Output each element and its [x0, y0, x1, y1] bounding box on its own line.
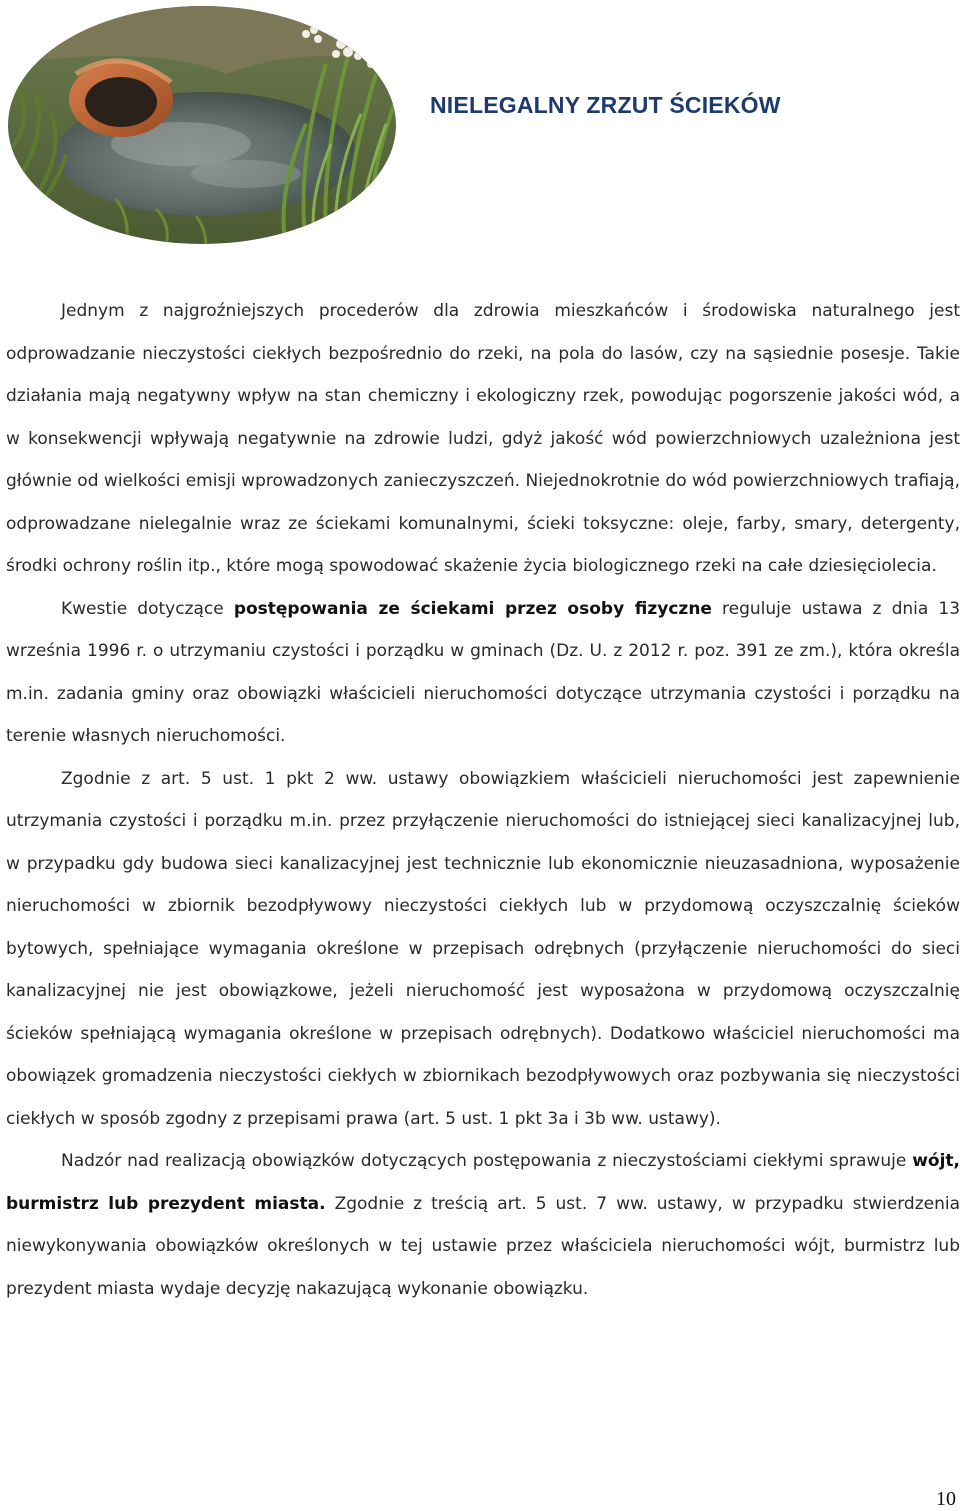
paragraph-text: Kwestie dotyczące: [61, 598, 234, 619]
page-title: NIELEGALNY ZRZUT ŚCIEKÓW: [430, 92, 781, 118]
article-body: [6, 290, 960, 1310]
bold-phrase: postępowania ze ściekami przez osoby fizyczne: [233, 598, 712, 619]
paragraph-text: reguluje ustawa z dnia 13 września 1996 r. o utrzymaniu czystości i porządku w gminach (Dz. U. z 2012 r. poz. 391 ze zm.), która określa m.in. zadania gminy oraz obowiązki właścicieli nieruchomości dotyczące utrzymania czystości i porządku na terenie własnych nieruchomości.: [6, 598, 960, 746]
paragraph-pollution: Jednym z najgroźniejszych procederów dla zdrowia mieszkańców i środowiska naturalnego jest odprowadzanie nieczystości ciekłych bezpośrednio do rzeki, na pola do lasów, czy na sąsiednie posesje. Takie działania mają negatywny wpływ na stan chemiczny i ekologiczny rzek, powodując pogorszenie jakości wód, a w konsekwencji wpływają negatywnie na zdrowie ludzi, gdyż jakość wód powierzchniowych uzależniona jest głównie od wielkości emisji wprowadzonych zanieczyszczeń. Niejednokrotnie do wód powierzchniowych trafiają, odprowadzane nielegalnie wraz ze ściekami komunalnymi, ścieki toksyczne: oleje, farby, smary, detergenty, środki ochrony roślin itp., które mogą spowodować skażenie życia biologicznego rzeki na całe dziesięciolecia.: [6, 301, 960, 576]
paragraph-text: Nadzór nad realizacją obowiązków dotyczących postępowania z nieczystościami ciekłymi sprawuje: [61, 1151, 913, 1171]
bold-phrase: wójt, burmistrz lub prezydent miasta.: [6, 1151, 960, 1214]
paragraph-text: Zgodnie z treścią art. 5 ust. 7 ww. ustawy, w przypadku stwierdzenia niewykonywania obowiązków określonych w tej ustawie przez właściciela nieruchomości wójt, burmistrz lub prezydent miasta wydaje decyzję nakazującą wykonanie obowiązku.: [6, 1193, 960, 1299]
sewage-pipe-photo: [6, 4, 398, 246]
paragraph-obligations: Zgodnie z art. 5 ust. 1 pkt 2 ww. ustawy obowiązkiem właścicieli nieruchomości jest zapewnienie utrzymania czystości i porządku m.in. przez przyłączenie nieruchomości do istniejącej sieci kanalizacyjnej lub, w przypadku gdy budowa sieci kanalizacyjnej jest technicznie lub ekonomicznie nieuzasadniona, wyposażenie nieruchomości w zbiornik bezodpływowy nieczystości ciekłych lub w przydomową oczyszczalnię ścieków bytowych, spełniające wymagania określone w przepisach odrębnych (przyłączenie nieruchomości do sieci kanalizacyjnej nie jest obowiązkowe, jeżeli nieruchomość jest wyposażona w przydomową oczyszczalnię ścieków spełniającą wymagania określone w przepisach odrębnych). Dodatkowo właściciel nieruchomości ma obowiązek gromadzenia nieczystości ciekłych w zbiornikach bezodpływowych oraz pozbywania się nieczystości ciekłych w sposób zgodny z przepisami prawa (art. 5 ust. 1 pkt 3a i 3b ww. ustawy).: [6, 768, 960, 1129]
paragraph-supervision: [6, 1140, 960, 1310]
paragraph-legislation: [6, 588, 960, 758]
page-number: 10: [936, 1488, 956, 1510]
